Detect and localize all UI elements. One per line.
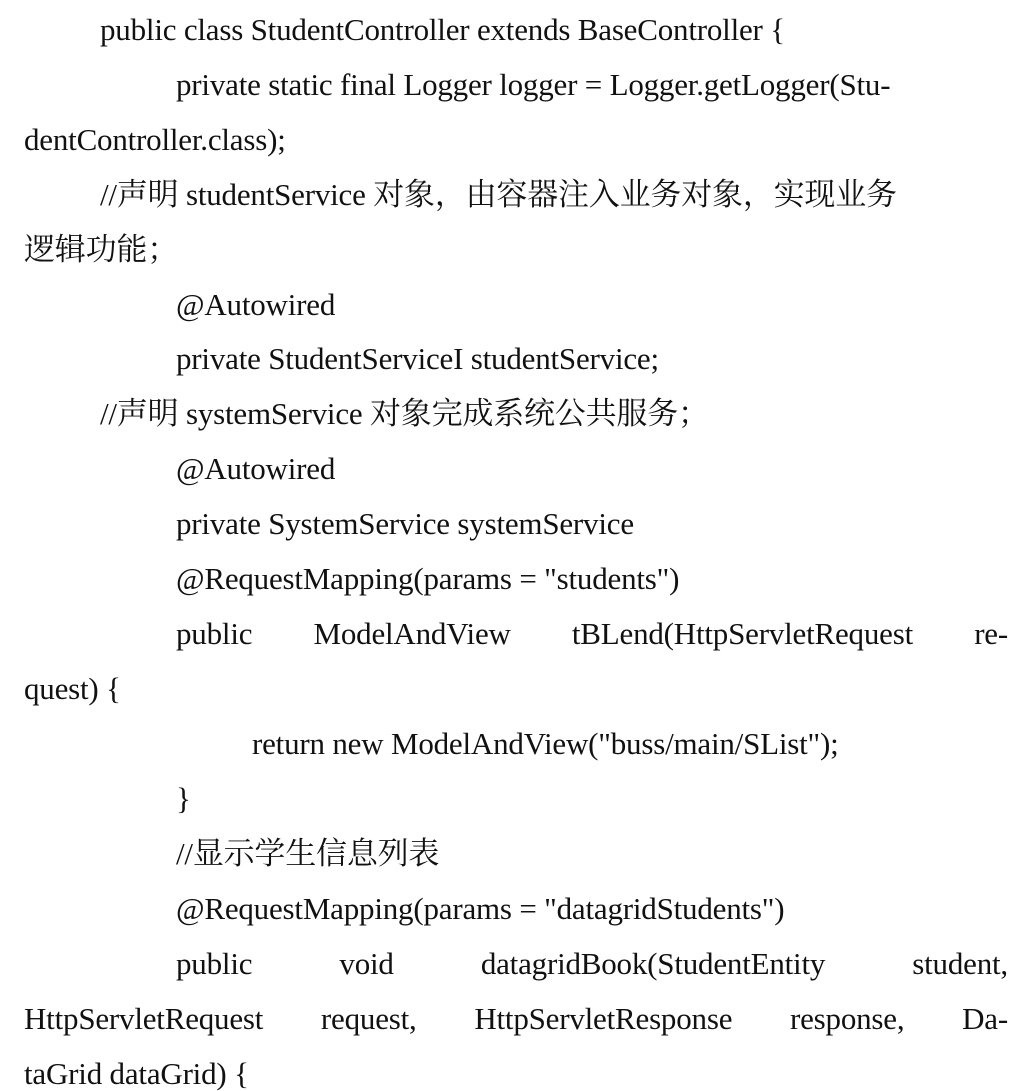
word: HttpServletRequest (24, 1001, 264, 1036)
code-line-1: public class StudentController extends BaseController { (100, 12, 785, 47)
method-signature-line-3 (176, 948, 1008, 979)
closing-brace: } (176, 781, 191, 816)
word: request, (320, 1001, 417, 1036)
code-line-3: dentController.class); (24, 122, 286, 157)
word: ModelAndView (313, 616, 511, 651)
word: re- (974, 616, 1008, 651)
word: datagridBook(StudentEntity (480, 946, 826, 981)
method-signature-line-2: quest) { (24, 671, 121, 706)
word: public (176, 616, 253, 651)
method-signature-line-4 (24, 1003, 1008, 1034)
return-line: return new ModelAndView("buss/main/SList"); (252, 726, 839, 761)
word: tBLend(HttpServletRequest (571, 616, 913, 651)
mapping-line-2: @RequestMapping(params = "datagridStudents") (176, 891, 785, 926)
word: void (339, 946, 394, 981)
field-line-2: private SystemService systemService (176, 506, 634, 541)
annotation-line-2: @Autowired (176, 451, 336, 486)
comment-line-1: //声明 studentService 对象，由容器注入业务对象，实现业务 (100, 177, 897, 212)
mapping-line-1: @RequestMapping(params = "students") (176, 561, 680, 596)
method-signature-line-1 (176, 618, 1008, 649)
annotation-line-1: @Autowired (176, 287, 336, 322)
comment-line-2: 逻辑功能； (24, 232, 178, 267)
word: HttpServletResponse (474, 1001, 733, 1036)
word: response, (789, 1001, 905, 1036)
word: public (176, 946, 253, 981)
code-line-2: private static final Logger logger = Logger.getLogger(Stu- (176, 67, 891, 102)
comment-line-3: //声明 systemService 对象完成系统公共服务； (100, 396, 709, 431)
word: Da- (962, 1001, 1008, 1036)
word: student, (912, 946, 1008, 981)
field-line-1: private StudentServiceI studentService; (176, 341, 659, 376)
comment-line-4: //显示学生信息列表 (176, 836, 440, 871)
method-signature-line-5: taGrid dataGrid) { (24, 1056, 249, 1091)
